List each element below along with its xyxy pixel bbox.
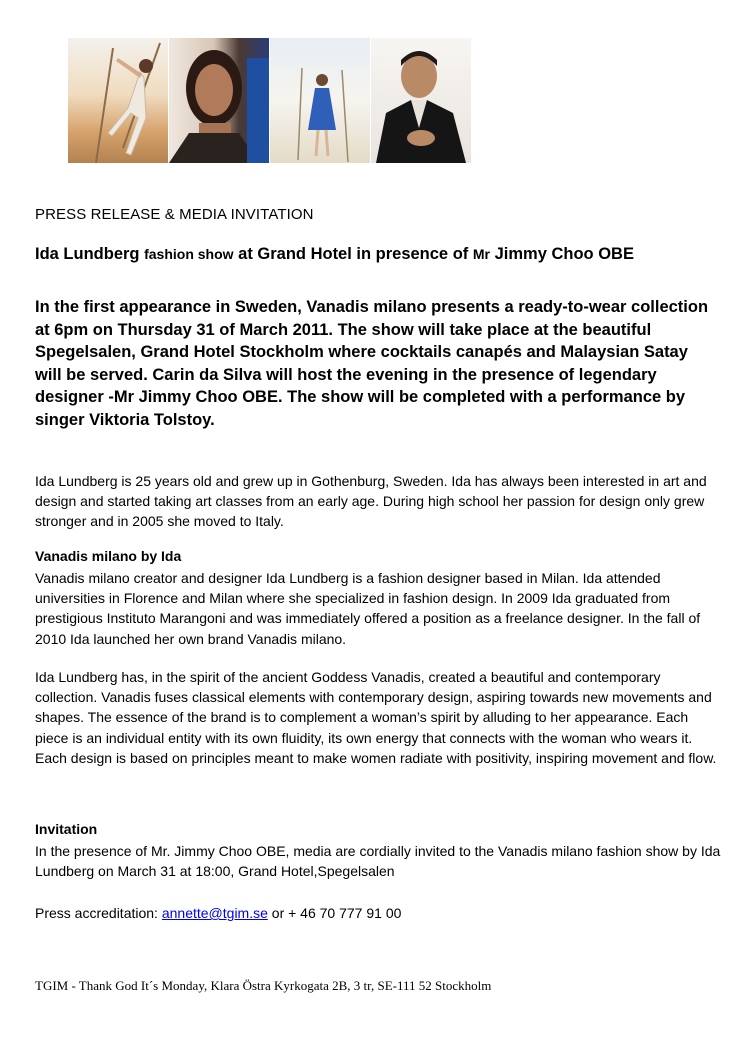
collection-paragraph: Ida Lundberg has, in the spirit of the ancient Goddess Vanadis, created a beautiful and contemporary collection. Vanadis fuses classical elements with contemporary design, aspiring towards new movements and shapes. The essence of the brand is to complement a woman’s spirit by alluding to her appearance. Each piece is an individual entity with its own fluidity, its own energy that connects with the woman who wears it. Each design is based on principles meant to make women radiate with positivity, inspiring movement and flow. [35, 669, 717, 766]
headline-guest: Jimmy Choo OBE [494, 245, 634, 263]
invitation-paragraph: In the presence of Mr. Jimmy Choo OBE, media are cordially invited to the Vanadis milano fashion show by Ida Lundberg on March 31 at 18:00, Grand Hotel,Spegelsalen [35, 843, 721, 880]
headline-venue: at Grand Hotel in presence of [238, 245, 469, 263]
invitation-heading: Invitation [35, 821, 98, 837]
accreditation-phone: or + 46 70 777 91 00 [271, 905, 402, 921]
photo-jimmy-choo [371, 38, 471, 163]
photo-strip [68, 38, 480, 163]
footer-address: TGIM - Thank God It´s Monday, Klara Östra Kyrkogata 2B, 3 tr, SE-111 52 Stockholm [35, 978, 492, 993]
press-release-label: PRESS RELEASE & MEDIA INVITATION [35, 206, 314, 223]
press-accreditation [35, 905, 401, 921]
accreditation-label: Press accreditation: [35, 905, 158, 921]
photo-model-blue-dress [270, 38, 370, 163]
headline [35, 245, 634, 264]
vanadis-paragraph: Vanadis milano creator and designer Ida Lundberg is a fashion designer based in Milan. Ida attended universities in Florence and Milan where she specialized in fashion design. In 2009 Ida graduated from prestigious Instituto Marangoni and was immediately offered a position as a freelance designer. In the fall of 2010 Ida launched her own brand Vanadis milano. [35, 570, 701, 647]
headline-title: Mr [472, 246, 490, 262]
photo-model-portrait [169, 38, 269, 163]
headline-designer: Ida Lundberg [35, 245, 140, 263]
vanadis-heading: Vanadis milano by Ida [35, 548, 182, 564]
lead-paragraph: In the first appearance in Sweden, Vanadis milano presents a ready-to-wear collection at 6pm on Thursday 31 of March 2011. The show will take place at the beautiful Spegelsalen, Grand Hotel Stockholm where cocktails canapés and Malaysian Satay will be served. Carin da Silva will host the evening in the presence of legendary designer -Mr Jimmy Choo OBE. The show will be completed with a performance by singer Viktoria Tolstoy. [35, 298, 709, 429]
headline-event: fashion show [144, 246, 234, 262]
intro-paragraph: Ida Lundberg is 25 years old and grew up in Gothenburg, Sweden. Ida has always been interested in art and design and started taking art classes from an early age. During high school her passion for design only grew stronger and in 2005 she moved to Italy. [35, 473, 707, 530]
accreditation-email-link[interactable]: annette@tgim.se [161, 905, 268, 921]
photo-model-with-staff [68, 38, 168, 163]
